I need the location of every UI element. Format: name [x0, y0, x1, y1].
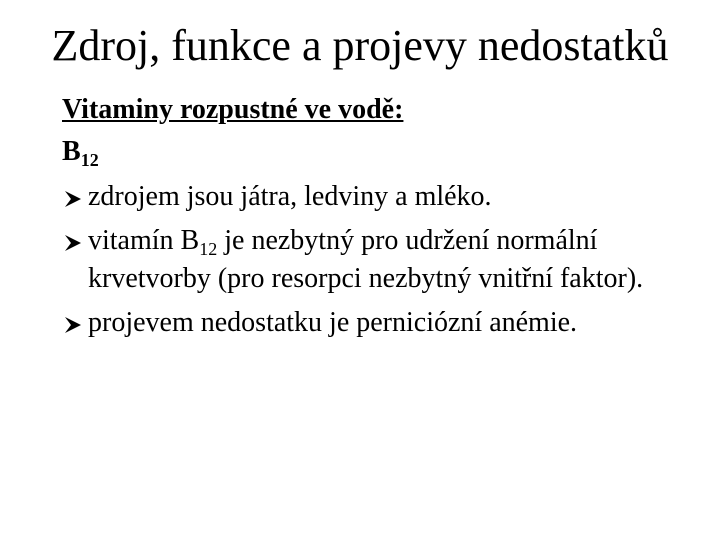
- vitamin-letter: B: [62, 136, 81, 167]
- bullet-text-part: projevem nedostatku je perniciózní anémie.: [88, 307, 578, 338]
- bullet-text: [88, 222, 702, 298]
- bullet-list: [62, 178, 702, 342]
- bullet-item-function: [62, 222, 702, 298]
- bullet-item-sources: [62, 178, 702, 216]
- section-heading: Vitaminy rozpustné ve vodě:: [62, 94, 404, 125]
- bullet-text-part: vitamín B: [88, 225, 200, 256]
- vitamin-subscript: 12: [80, 150, 99, 170]
- arrow-bullet-icon: [62, 232, 84, 254]
- vitamin-name: [62, 132, 702, 172]
- bullet-text: [88, 178, 702, 216]
- arrow-bullet-icon: [62, 188, 84, 210]
- bullet-text-part: je nezbytný pro udržení normální krvetvorby (pro resorpci nezbytný vnitřní faktor).: [88, 225, 644, 294]
- slide-title: Zdroj, funkce a projevy nedostatků: [51, 21, 669, 70]
- bullet-item-deficiency: [62, 304, 702, 342]
- arrow-bullet-icon: [62, 314, 84, 336]
- bullet-subscript: 12: [199, 239, 218, 259]
- bullet-text: [88, 304, 702, 342]
- slide-content: [62, 92, 702, 348]
- bullet-text-part: zdrojem jsou játra, ledviny a mléko.: [88, 181, 492, 212]
